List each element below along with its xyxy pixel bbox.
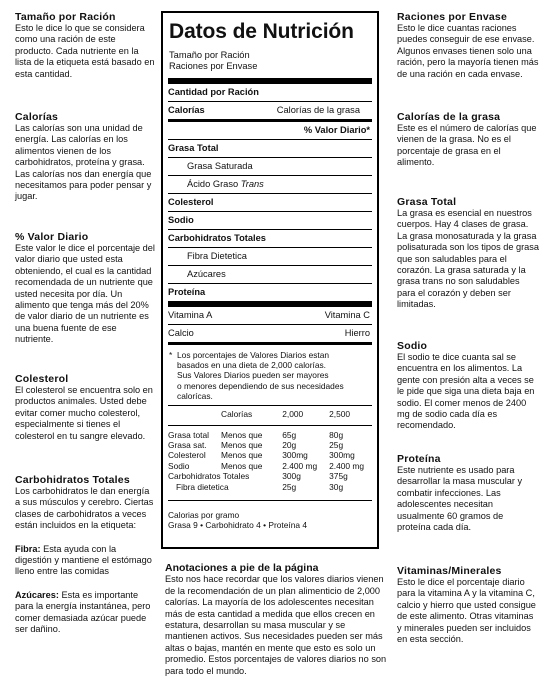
amount-per-serving-row [168, 78, 372, 101]
daily-values-table [168, 405, 372, 492]
fiber-note [15, 544, 155, 578]
section-title: Raciones por Envase [397, 11, 508, 23]
footnote-line: Sus Valores Diarios pueden ser mayores [177, 370, 329, 381]
section-title: Grasa Total [397, 196, 457, 208]
section-text: Los carbohidratos le dan energía a sus músculos y cerebro. Ciertas clases de carbohidratos a veces están incluidos en la etiqueta: [15, 486, 154, 531]
table-cell: Colesterol [168, 450, 206, 461]
protein-explainer [397, 453, 539, 533]
cholesterol-label: Colesterol [168, 197, 214, 207]
footnote-line: o menores dependiendo de sus necesidades [177, 380, 344, 391]
section-text: Las calorías son una unidad de energía. Las calorías en los alimentos vienen de los carbohidratos, proteína y grasa. Las calorías nos dan energía que necesitamos para poder pensar y jugar. [15, 123, 152, 202]
vitamin-a-label: Vitamina A [168, 310, 213, 320]
section-text: La grasa es esencial en nuestros cuerpos. Hay 4 clases de grasa. La grasa monosaturada y la grasa polisaturada son los tipos de grasa que son saludables para el corazón. La grasa saturada y la grasa trans no son saludables para el corazón y deben ser limitadas. [397, 208, 539, 310]
section-text: Esto le dice lo que se considera como una ración de este producto. Cada nutriente en la lista de la etiqueta está basado en esta cantidad. [15, 23, 155, 79]
cholesterol-explainer [15, 373, 155, 442]
footnote [168, 342, 372, 401]
calories-label: Calorías [168, 105, 205, 115]
daily-value-label: % Valor Diario* [303, 125, 370, 135]
table-cell: 20g [282, 439, 297, 450]
table-row [168, 471, 372, 481]
calories-fat-label: Calorías de la grasa [276, 105, 360, 115]
table-cell: 65g [282, 429, 297, 440]
section-text: Este es el número de calorías que vienen de la grasa. No es el porcentaje de grasa en el alimento. [397, 123, 537, 168]
mineral-row [168, 324, 372, 342]
table-cell: 2.400 mg [282, 460, 318, 471]
footnote-star: * [169, 350, 173, 360]
calcium-label: Calcio [168, 328, 194, 338]
sugars-term: Azúcares: [15, 589, 59, 600]
table-cell: Menos que [221, 439, 263, 450]
table-cell: Menos que [221, 450, 263, 461]
section-title: Calorías [15, 111, 59, 123]
section-text: Esto le dice cuantas raciones puedes conseguir de ese envase. Algunos envases tienen solo una ración, pero la mayoría tienen más de una ración en cada envase. [397, 23, 539, 79]
calories-row [168, 101, 372, 119]
table-cell: 2,500 [329, 409, 351, 420]
trans-fat-italic: Trans [240, 179, 264, 189]
carbs-row [168, 229, 372, 247]
sat-fat-label: Grasa Saturada [187, 161, 253, 171]
label-title: Datos de Nutrición [169, 20, 354, 43]
calories-per-gram [168, 500, 372, 530]
table-cell: 300mg [282, 450, 308, 461]
trans-fat-row [168, 175, 372, 193]
table-cell: Menos que [221, 429, 263, 440]
table-cell [168, 409, 221, 425]
serving-size: Tamaño por Ración [169, 50, 250, 60]
section-title: Proteína [397, 453, 441, 465]
serving-size-explainer [15, 11, 155, 80]
table-cell: 2.400 mg [329, 460, 365, 471]
fiber-label: Fibra Dietetica [187, 251, 247, 261]
sugars-row [168, 265, 372, 283]
sat-fat-row [168, 157, 372, 175]
servings-per-container: Raciones por Envase [169, 61, 258, 71]
total-fat-label: Grasa Total [168, 143, 219, 153]
table-cell: 375g [329, 471, 348, 482]
daily-value-explainer [15, 231, 155, 346]
table-cell: 25g [329, 439, 344, 450]
footnote-line: calorícas. [177, 390, 213, 401]
footnote-explainer [165, 563, 387, 677]
cholesterol-row [168, 193, 372, 211]
servings-explainer [397, 11, 539, 80]
table-cell: Calorías [221, 409, 253, 420]
sodium-explainer [397, 340, 539, 432]
sugars-note [15, 590, 155, 636]
vitamin-c-label: Vitamina C [324, 310, 370, 320]
section-title: Sodio [397, 340, 428, 352]
trans-fat-label: Ácido Graso [187, 179, 241, 189]
fat-calories-explainer [397, 111, 539, 169]
total-fat-row [168, 139, 372, 157]
footnote-line: basados en una dieta de 2,000 calorías. [177, 360, 326, 371]
table-cell: Fibra dietetica [176, 481, 229, 492]
table-cell: 2,000 [282, 409, 304, 420]
table-row [168, 440, 372, 450]
table-row [168, 450, 372, 460]
vitamin-row [168, 301, 372, 324]
section-title: Tamaño por Ración [15, 11, 116, 23]
table-cell: 30g [329, 481, 344, 492]
section-title: % Valor Diario [15, 231, 89, 243]
table-header-row [168, 409, 372, 425]
fiber-row [168, 247, 372, 265]
section-text: Esto nos hace recordar que los valores diarios vienen de la recomendación de un plan alimenticio de 2,000 calorías. La mayoría de los adolescentes necesitan más de esta cantidad a medida que ellos crecen en estatura, desarrollan su masa muscular y se mantienen activos. Sus necesidades pueden ser más altas o bajas, mantén en mente que esto es solo un promedio. Estos porcentajes de valores diarios no son para todo el mundo. [165, 574, 387, 676]
nutrition-facts-label [161, 11, 379, 549]
iron-label: Hierro [344, 328, 370, 338]
footnote-text [168, 350, 372, 401]
table-cell: 80g [329, 429, 344, 440]
table-cell: Menos que [221, 460, 263, 471]
sugars-label: Azúcares [187, 269, 226, 279]
vitamins-explainer [397, 565, 539, 645]
footnote-line: Los porcentajes de Valores Diarios estan [177, 350, 330, 360]
section-text: El sodio te dice cuanta sal se encuentra en los alimentos. La gente con presión alta a veces se le pide que siga una dieta baja en sodio. El comer menos de 2400 mg de sodio cada día es recomendado. [397, 352, 535, 431]
section-text: Este nutriente es usado para desarrollar la masa muscular y combatir infecciones. Las adolescentes necesitan usualmente 60 gramos de proteína cada día. [397, 465, 523, 533]
sodium-label: Sodio [168, 215, 194, 225]
table-cell: Grasa sat. [168, 439, 207, 450]
total-fat-explainer [397, 196, 539, 311]
daily-value-header [168, 119, 372, 139]
carbs-label: Carbohidratos Totales [168, 233, 266, 243]
section-title: Carbohidratos Totales [15, 474, 130, 486]
section-text: El colesterol se encuentra solo en productos animales. Usted debe evitar comer mucho colesterol, especialmente si tienes el colesterol en tu sangre elevado. [15, 385, 153, 441]
section-title: Vitaminas/Minerales [397, 565, 502, 577]
section-text: Este valor le dice el porcentaje del valor diario que usted esta obteniendo, el cual es la cantidad recomendada de un nutriente que usted necesita por día. Un alimento que tenga más del 20% de valor diario de un nutriente es una buena fuente de ese nutriente. [15, 243, 155, 345]
table-cell: Sodio [168, 460, 190, 471]
table-cell: 300mg [329, 450, 355, 461]
section-text: Esto le dice el porcentaje diario para la vitamina A y la vitamina C, calcio y hierro que usted consigue de este alimento. Otras vitaminas y minerales pueden ser incluidos en esta sección. [397, 577, 536, 645]
calories-explainer [15, 111, 155, 203]
section-title: Anotaciones a pie de la página [165, 562, 319, 574]
protein-label: Proteína [168, 287, 206, 297]
protein-row [168, 283, 372, 301]
carbs-explainer [15, 474, 155, 635]
section-title: Calorías de la grasa [397, 111, 501, 123]
fiber-term: Fibra: [15, 543, 41, 554]
sodium-row [168, 211, 372, 229]
table-row [168, 430, 372, 440]
table-cell: Grasa total [168, 429, 209, 440]
sugars-text: Esta es importante para la energía instantánea, pero comer demasiada azúcar puede ser dañino. [15, 589, 151, 635]
per-gram-title: Calorias por gramo [168, 509, 240, 520]
section-title: Colesterol [15, 373, 69, 385]
table-cell: Carbohidratos Totales [168, 471, 250, 482]
table-row [168, 482, 372, 492]
fiber-text: Esta ayuda con la digestión y mantiene el estómago lleno entre las comidas [15, 543, 152, 577]
per-gram-values: Grasa 9 • Carbohidrato 4 • Proteína 4 [168, 520, 308, 531]
amount-label: Cantidad por Ración [168, 87, 259, 97]
table-cell: 25g [282, 481, 297, 492]
table-cell: 300g [282, 471, 301, 482]
table-row [168, 461, 372, 471]
